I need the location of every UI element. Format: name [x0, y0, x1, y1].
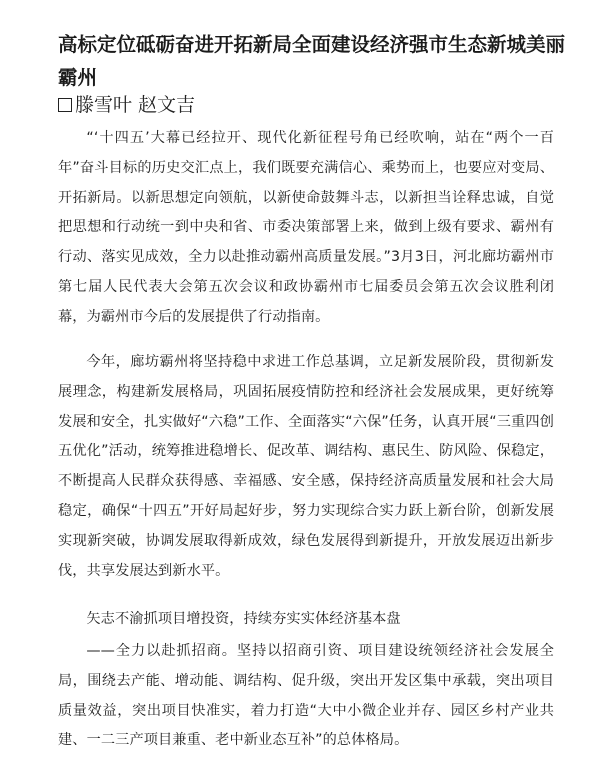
article-title: 高标定位砥砺奋进开拓新局全面建设经济强市生态新城美丽霸州: [58, 33, 566, 89]
paragraph-investment: ——全力以赴抓招商。坚持以招商引资、项目建设统领经济社会发展全局，围绕去产能、增动能、调结构、促升级，突出开发区集中承载，突出项目质量效益，突出项目快准实，着力打造“大中小微企业并存、园区乡村产业共建、一二三产项目兼重、老中新业态互补”的总体格局。: [58, 643, 554, 749]
square-bullet-icon: [58, 98, 72, 112]
paragraph-goals: 今年，廊坊霸州将坚持稳中求进工作总基调，立足新发展阶段，贯彻新发展理念，构建新发展格局，巩固拓展疫情防控和经济社会发展成果，更好统筹发展和安全，扎实做好“六稳”工作、全面落实“六保”任务，认真开展“三重四创五优化”活动，统筹推进稳增长、促改革、调结构、惠民生、防风险、保稳定，不断提高人民群众获得感、幸福感、安全感，保持经济高质量发展和社会大局稳定，确保“十四五”开好局起好步，努力实现综合实力跃上新台阶，创新发展实现新突破，协调发展取得新成效，绿色发展得到新提升，开放发展迈出新步伐，共享发展达到新水平。: [58, 354, 554, 579]
paragraph-intro: “‘十四五’大幕已经拉开、现代化新征程号角已经吹响，站在“两个一百年”奋斗目标的历史交汇点上，我们既要充满信心、乘势而上，也要应对变局、开拓新局。以新思想定向领航，以新使命鼓舞斗志，以新担当诠释忠诚，自觉把思想和行动统一到中央和省、市委决策部署上来，做到上级有要求、霸州有行动、落实见成效，全力以赴推动霸州高质量发展。”3月3日，河北廊坊霸州市第七届人民代表大会第五次会议和政协霸州市七届委员会第五次会议胜利闭幕，为霸州市今后的发展提供了行动指南。: [58, 130, 554, 325]
article-byline: [58, 92, 195, 118]
article-authors: 滕雪叶 赵文吉: [75, 94, 196, 116]
section-heading: 矢志不渝抓项目增投资，持续夯实实体经济基本盘: [86, 611, 401, 627]
